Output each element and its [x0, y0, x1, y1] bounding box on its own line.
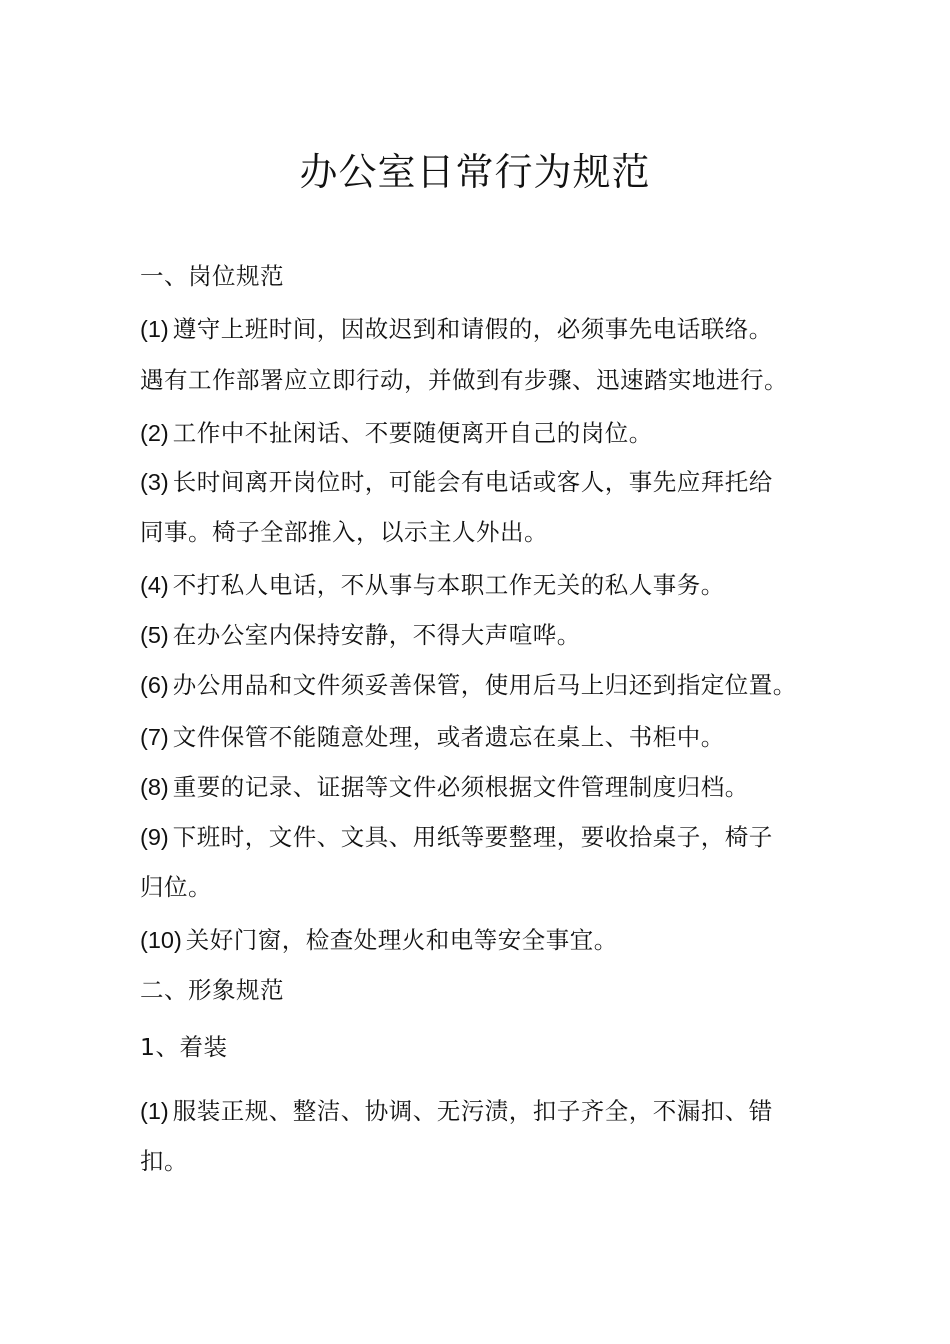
item-text: 长时间离开岗位时，可能会有电话或客人，事先应拜托给 — [172, 468, 773, 496]
list-item-7 — [140, 719, 840, 755]
list-item-attire-1 — [140, 1093, 840, 1129]
list-item-2 — [140, 415, 840, 451]
item-number: (10) — [140, 927, 182, 953]
item-text: 不打私人电话，不从事与本职工作无关的私人事务。 — [172, 571, 725, 599]
item-number: (2) — [140, 420, 169, 446]
item-text: 服装正规、整洁、协调、无污渍，扣子齐全，不漏扣、错 — [172, 1097, 773, 1125]
list-item-4 — [140, 567, 840, 603]
list-item-5 — [140, 617, 840, 653]
list-item-1-continued: 遇有工作部署应立即行动，并做到有步骤、迅速踏实地进行。 — [140, 366, 788, 394]
item-number: (5) — [140, 622, 169, 648]
item-text: 在办公室内保持安静，不得大声喧哗。 — [172, 621, 581, 649]
item-text: 工作中不扯闲话、不要随便离开自己的岗位。 — [172, 419, 653, 447]
list-item-8 — [140, 769, 840, 805]
item-number: (3) — [140, 469, 169, 495]
list-item-3-continued: 同事。椅子全部推入，以示主人外出。 — [140, 518, 548, 546]
section-heading-image-rules: 二、形象规范 — [140, 976, 284, 1004]
list-item-9-continued: 归位。 — [140, 873, 212, 901]
document-title: 办公室日常行为规范 — [299, 150, 651, 194]
list-item-1 — [140, 311, 840, 347]
list-item-10 — [140, 922, 840, 958]
item-text: 重要的记录、证据等文件必须根据文件管理制度归档。 — [172, 773, 749, 801]
item-text: 文件保管不能随意处理，或者遗忘在桌上、书柜中。 — [172, 723, 725, 751]
item-number: (4) — [140, 572, 169, 598]
item-number: (9) — [140, 824, 169, 850]
list-item-3 — [140, 464, 840, 500]
list-item-9 — [140, 819, 840, 855]
sub-heading-attire: 1、着装 — [140, 1033, 228, 1061]
item-text: 下班时，文件、文具、用纸等要整理，要收拾桌子，椅子 — [172, 823, 773, 851]
item-text: 办公用品和文件须妥善保管，使用后马上归还到指定位置。 — [172, 671, 797, 699]
item-number: (8) — [140, 774, 169, 800]
item-text: 遵守上班时间，因故迟到和请假的，必须事先电话联络。 — [172, 315, 773, 343]
item-number: (7) — [140, 724, 169, 750]
item-number: (1) — [140, 1098, 169, 1124]
list-item-6 — [140, 667, 840, 703]
list-item-attire-1-continued: 扣。 — [140, 1147, 188, 1175]
item-text: 关好门窗，检查处理火和电等安全事宜。 — [185, 926, 618, 954]
section-heading-post-rules: 一、岗位规范 — [140, 262, 284, 290]
item-number: (6) — [140, 672, 169, 698]
item-number: (1) — [140, 316, 169, 342]
